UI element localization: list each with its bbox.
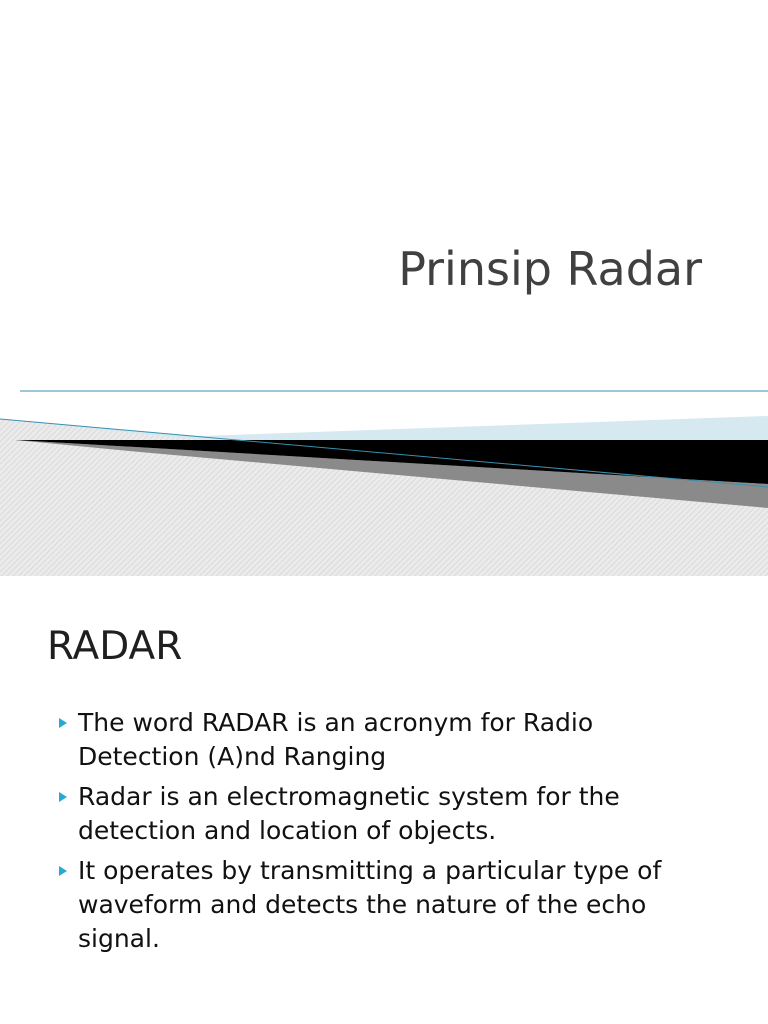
bullet-text: The word RADAR is an acronym for Radio Detection (A)nd Ranging xyxy=(78,708,594,771)
bullet-text: It operates by transmitting a particular type of waveform and detects the nature of the echo signal. xyxy=(78,856,662,953)
bullet-item xyxy=(56,854,716,956)
triangle-bullet-icon xyxy=(59,718,67,728)
bullet-item xyxy=(56,780,716,848)
triangle-bullet-icon xyxy=(59,866,67,876)
bullet-list xyxy=(56,706,716,962)
slide-title: Prinsip Radar xyxy=(398,242,702,296)
triangle-bullet-icon xyxy=(59,792,67,802)
bullet-text: Radar is an electromagnetic system for the detection and location of objects. xyxy=(78,782,620,845)
bullet-item xyxy=(56,706,716,774)
content-slide xyxy=(0,576,768,1024)
slide-heading: RADAR xyxy=(47,624,183,669)
